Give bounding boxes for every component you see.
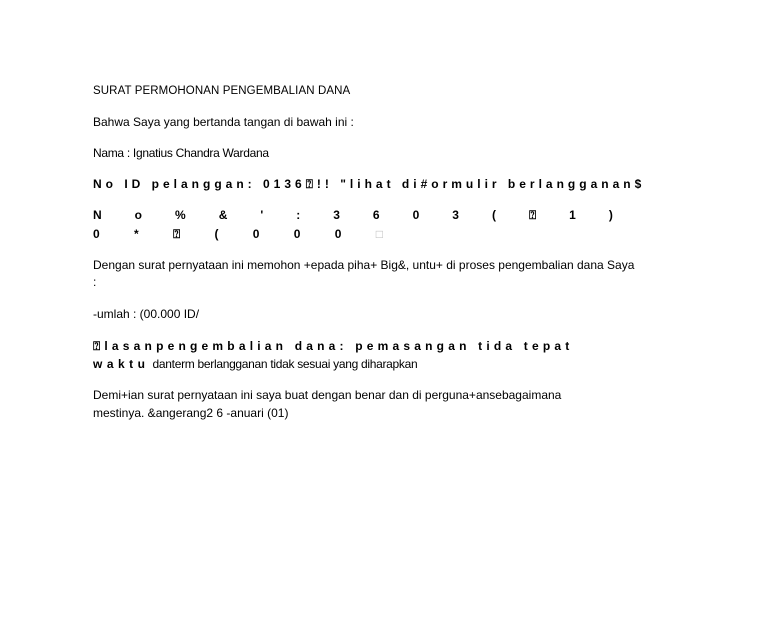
glyph: 1 <box>569 208 576 222</box>
glyph: 6 <box>372 208 380 222</box>
glyph: o <box>134 208 143 222</box>
reason-line-1: ⍰lasanpengembalian dana: pemasangan tida tepat <box>93 339 574 353</box>
closing-line-1: Demi+ian surat pernyataan ini saya buat dengan benar dan di perguna+ansebagaimana <box>93 388 562 402</box>
glyph: ( <box>214 227 219 241</box>
glyph: & <box>218 208 228 222</box>
glyph: 3 <box>333 208 340 222</box>
reason-line-2 <box>93 357 417 371</box>
document-title: SURAT PERMOHONAN PENGEMBALIAN DANA <box>93 85 351 97</box>
customer-id-line: No ID pelanggan: 0136⍰!! "lihat di#ormulir berlangganan$ <box>93 177 646 191</box>
glyph: ⍰ <box>528 208 537 222</box>
garbled-row-1 <box>93 208 613 222</box>
glyph: □ <box>375 227 383 241</box>
glyph: ' <box>260 208 264 222</box>
garbled-row-2 <box>93 227 383 241</box>
glyph: 3 <box>452 208 459 222</box>
intro-statement: Bahwa Saya yang bertanda tangan di bawah ini : <box>93 115 354 129</box>
name-line: Nama : Ignatius Chandra Wardana <box>93 146 269 160</box>
reason-rest: danterm berlangganan tidak sesuai yang diharapkan <box>149 357 418 371</box>
closing-line-2: mestinya. &angerang2 6 -anuari (01) <box>93 406 289 420</box>
glyph: N <box>93 208 102 222</box>
glyph: 0 <box>293 227 301 241</box>
glyph: ( <box>491 208 496 222</box>
glyph: ⍰ <box>172 227 181 241</box>
request-paragraph-line-2: : <box>93 275 97 289</box>
glyph: 0 <box>93 227 100 241</box>
glyph: 0 <box>334 227 342 241</box>
glyph: % <box>175 208 186 222</box>
glyph: ) <box>608 208 613 222</box>
glyph: * <box>133 227 139 241</box>
request-paragraph-line-1: Dengan surat pernyataan ini memohon +epada piha+ Big&, untu+ di proses pengembalian dana Saya <box>93 258 635 272</box>
amount-line: -umlah : (00.000 ID/ <box>93 307 200 321</box>
glyph: 0 <box>412 208 420 222</box>
glyph: 0 <box>252 227 260 241</box>
glyph: : <box>296 208 301 222</box>
reason-spaced-word: waktu <box>93 357 150 371</box>
